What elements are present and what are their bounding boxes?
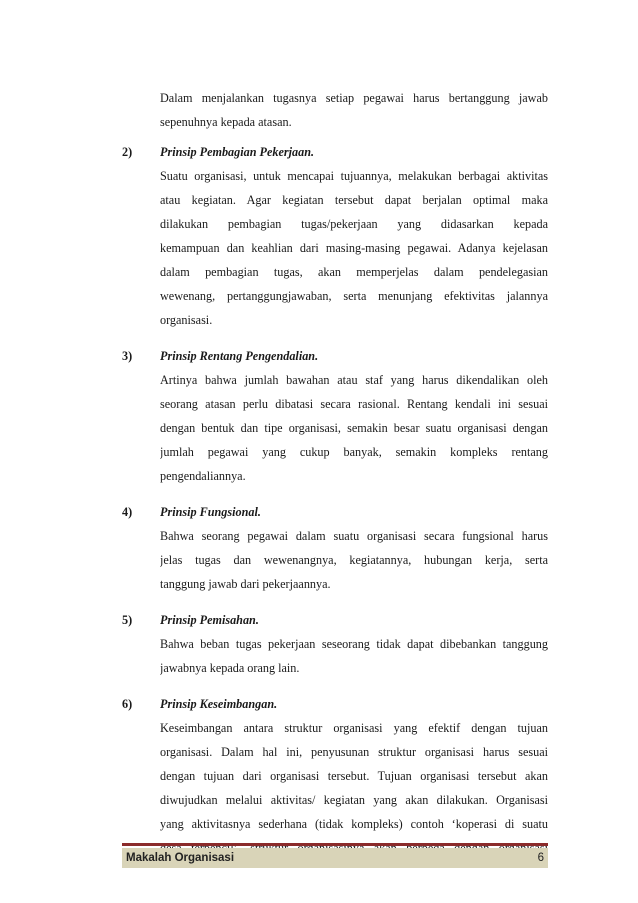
section-heading	[122, 140, 548, 164]
body-line: diwujudkan melalui aktivitas/ kegiatan yang akan dilakukan. Organisasi	[160, 793, 548, 807]
body-line: Artinya bahwa jumlah bawahan atau staf yang harus dikendalikan oleh	[160, 373, 548, 387]
section-number: 5)	[122, 613, 133, 627]
body-line: atau kegiatan. Agar kegiatan tersebut dapat berjalan optimal maka	[160, 193, 548, 207]
body-line: Keseimbangan antara struktur organisasi yang efektif dengan tujuan	[160, 721, 548, 735]
body-line: dalam pembagian tugas, akan memperjelas dalam pendelegasian	[160, 265, 548, 279]
section-title: Prinsip Fungsional.	[160, 505, 261, 519]
page-footer	[122, 843, 548, 868]
section-title: Prinsip Pembagian Pekerjaan.	[160, 145, 315, 159]
body-line: organisasi.	[160, 313, 213, 327]
section-body	[160, 716, 548, 860]
section-number: 6)	[122, 697, 133, 711]
body-line: dengan bentuk dan tipe organisasi, semakin besar suatu organisasi dengan	[160, 421, 548, 435]
intro-line: Dalam menjalankan tugasnya setiap pegawai harus bertanggung jawab	[160, 91, 548, 105]
body-line: wewenang, pertanggungjawaban, serta menunjang efektivitas jalannya	[160, 289, 548, 303]
footer-title: Makalah Organisasi	[126, 852, 235, 864]
section-number: 3)	[122, 349, 133, 363]
body-line: organisasi. Dalam hal ini, penyusunan struktur organisasi harus sesuai	[160, 745, 548, 759]
section-fungsional	[122, 500, 548, 596]
section-pemisahan	[122, 608, 548, 680]
section-title: Prinsip Pemisahan.	[160, 613, 259, 627]
section-body	[160, 368, 548, 488]
body-line: yang aktivitasnya sederhana (tidak kompleks) contoh ‘koperasi di suatu	[160, 817, 548, 831]
body-line: dilakukan pembagian tugas/pekerjaan yang didasarkan kepada	[160, 217, 548, 231]
body-line: pengendaliannya.	[160, 469, 246, 483]
section-pembagian-pekerjaan	[122, 140, 548, 332]
section-heading	[122, 500, 548, 524]
body-line: dengan tujuan dari organisasi tersebut. Tujuan organisasi tersebut akan	[160, 769, 548, 783]
footer-bar	[122, 848, 548, 868]
section-heading	[122, 608, 548, 632]
section-keseimbangan	[122, 692, 548, 860]
section-title: Prinsip Keseimbangan.	[160, 697, 278, 711]
section-rentang-pengendalian	[122, 344, 548, 488]
body-line: Bahwa beban tugas pekerjaan seseorang tidak dapat dibebankan tanggung	[160, 637, 548, 651]
body-line: jumlah pegawai yang cukup banyak, semakin kompleks rentang	[160, 445, 548, 459]
intro-paragraph	[160, 86, 548, 134]
body-line: tanggung jawab dari pekerjaannya.	[160, 577, 331, 591]
intro-line: sepenuhnya kepada atasan.	[160, 115, 292, 129]
footer-divider	[122, 843, 548, 846]
section-heading	[122, 344, 548, 368]
body-line: jelas tugas dan wewenangnya, kegiatannya, hubungan kerja, serta	[160, 553, 548, 567]
body-line: Suatu organisasi, untuk mencapai tujuannya, melakukan berbagai aktivitas	[160, 169, 548, 183]
body-line: Bahwa seorang pegawai dalam suatu organisasi secara fungsional harus	[160, 529, 548, 543]
section-heading	[122, 692, 548, 716]
section-body	[160, 632, 548, 680]
section-number: 4)	[122, 505, 133, 519]
section-title: Prinsip Rentang Pengendalian.	[160, 349, 319, 363]
section-body	[160, 524, 548, 596]
body-line: kemampuan dan keahlian dari masing-masing pegawai. Adanya kejelasan	[160, 241, 548, 255]
page-number: 6	[537, 852, 544, 864]
body-line: jawabnya kepada orang lain.	[160, 661, 300, 675]
principles-list	[122, 140, 548, 872]
body-line: seorang atasan perlu dibatasi secara rasional. Rentang kendali ini sesuai	[160, 397, 548, 411]
section-body	[160, 164, 548, 332]
section-number: 2)	[122, 145, 133, 159]
